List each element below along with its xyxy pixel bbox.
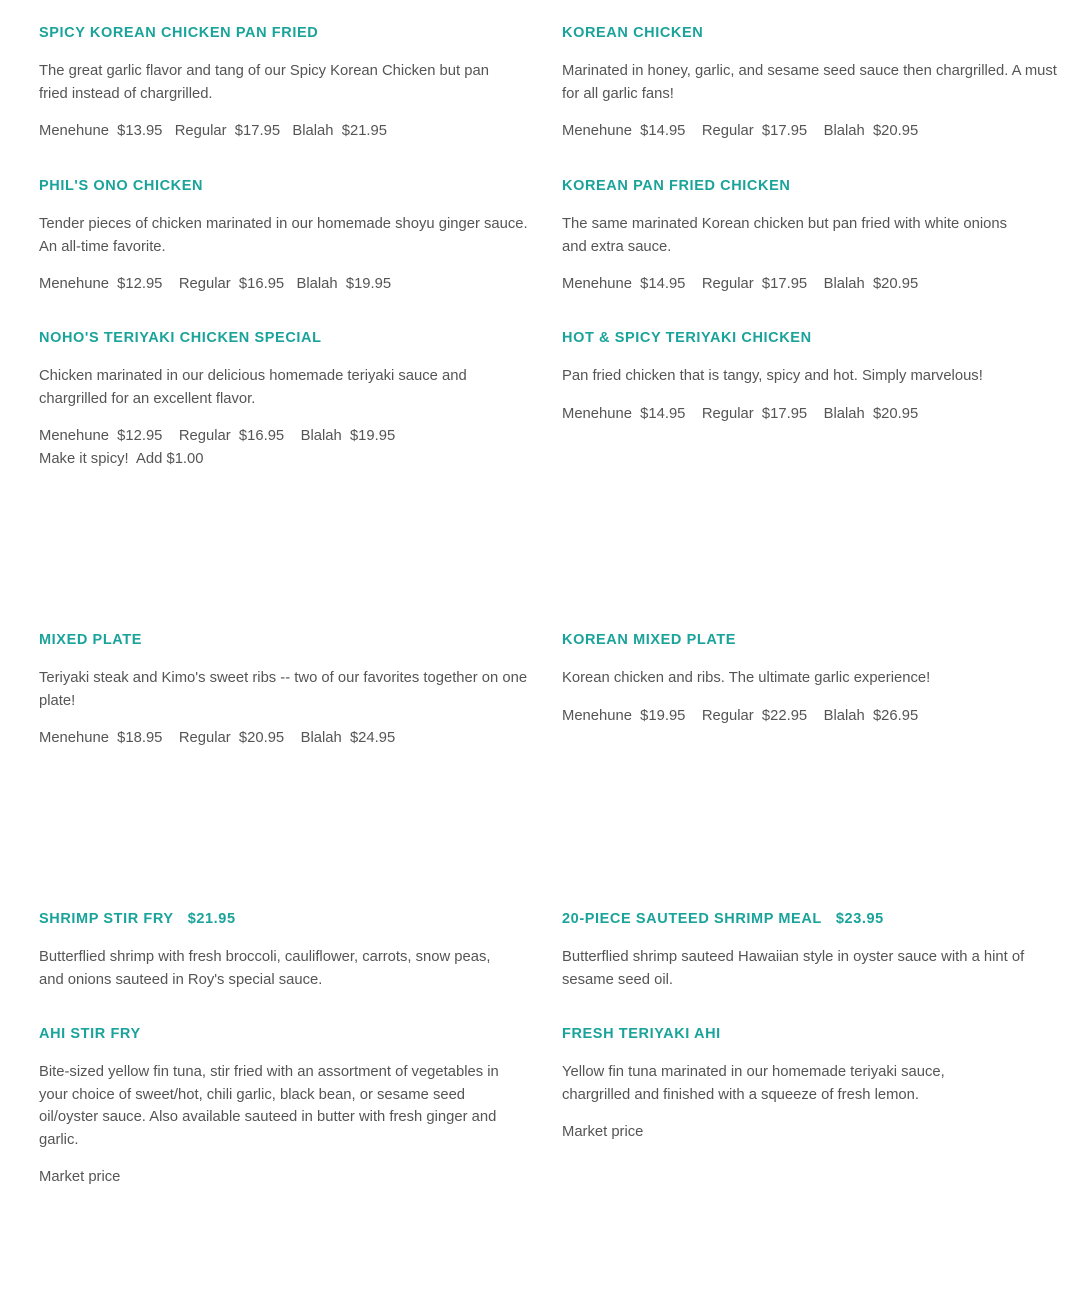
menu-item-mixed-plate — [39, 630, 534, 750]
item-prices: Menehune $19.95 Regular $22.95 Blalah $26.95 — [562, 707, 919, 724]
item-prices: Menehune $14.95 Regular $17.95 Blalah $20.95 — [562, 405, 919, 422]
menu-item-ahi-stir-fry — [39, 1024, 534, 1189]
item-title: MIXED PLATE — [39, 632, 143, 648]
item-title: KOREAN CHICKEN — [562, 25, 704, 41]
menu-item-korean-pan-fried-chicken — [562, 176, 1057, 296]
menu-item-spicy-korean-chicken-pan-fried — [39, 23, 534, 143]
item-prices: Menehune $12.95 Regular $16.95 Blalah $19.95 — [39, 276, 392, 292]
item-title: NOHO'S TERIYAKI CHICKEN SPECIAL — [39, 330, 322, 346]
item-title: PHIL'S ONO CHICKEN — [39, 178, 204, 194]
item-prices: Menehune $12.95 Regular $16.95 Blalah $19.95 — [39, 428, 396, 444]
item-description: Chicken marinated in our delicious homemade teriyaki sauce and chargrilled for an excellent flavor. — [39, 368, 467, 407]
item-title: FRESH TERIYAKI AHI — [562, 1026, 721, 1042]
item-description: Butterflied shrimp with fresh broccoli, cauliflower, carrots, snow peas, and onions sauteed in Roy's special sauce. — [39, 949, 491, 988]
menu-item-shrimp-stir-fry — [39, 909, 534, 1006]
item-description: Bite-sized yellow fin tuna, stir fried with an assortment of vegetables in your choice of sweet/hot, chili garlic, black bean, or sesame seed oil/oyster sauce. Also available sauteed in butter with fresh ginger and garlic. — [39, 1064, 499, 1148]
item-description: The same marinated Korean chicken but pan fried with white onions and extra sauce. — [562, 216, 1007, 255]
menu-item-hot-spicy-teriyaki-chicken — [562, 328, 1062, 425]
item-title: SHRIMP STIR FRY — [39, 911, 174, 927]
item-description: The great garlic flavor and tang of our Spicy Korean Chicken but pan fried instead of chargrilled. — [39, 63, 489, 102]
item-title: KOREAN MIXED PLATE — [562, 632, 737, 648]
item-title: KOREAN PAN FRIED CHICKEN — [562, 178, 791, 194]
item-description: Yellow fin tuna marinated in our homemade teriyaki sauce, chargrilled and finished with a squeeze of fresh lemon. — [562, 1064, 945, 1103]
item-prices: Menehune $14.95 Regular $17.95 Blalah $20.95 — [562, 276, 919, 292]
menu-item-korean-chicken — [562, 23, 1062, 143]
item-title: 20-PIECE SAUTEED SHRIMP MEAL — [562, 911, 822, 927]
item-title: HOT & SPICY TERIYAKI CHICKEN — [562, 330, 812, 346]
item-description: Marinated in honey, garlic, and sesame seed sauce then chargrilled. A must for all garlic fans! — [562, 63, 1057, 102]
item-note: Make it spicy! Add $1.00 — [39, 450, 204, 467]
item-prices: Menehune $14.95 Regular $17.95 Blalah $20.95 — [562, 123, 919, 139]
menu-item-korean-mixed-plate — [562, 630, 1057, 727]
item-description: Butterflied shrimp sauteed Hawaiian style in oyster sauce with a hint of sesame seed oil. — [562, 949, 1025, 988]
item-description: Pan fried chicken that is tangy, spicy and hot. Simply marvelous! — [562, 368, 983, 384]
menu-item-nohos-teriyaki-chicken-special — [39, 328, 534, 470]
item-prices: Market price — [562, 1124, 644, 1140]
item-title: AHI STIR FRY — [39, 1026, 141, 1042]
item-title-price: $23.95 — [835, 911, 884, 927]
item-prices: Menehune $18.95 Regular $20.95 Blalah $24.95 — [39, 730, 396, 746]
item-title-row — [562, 909, 1057, 929]
item-title-price: $21.95 — [187, 911, 236, 927]
menu-item-fresh-teriyaki-ahi — [562, 1024, 1057, 1144]
item-title: SPICY KOREAN CHICKEN PAN FRIED — [39, 25, 319, 41]
item-prices: Market price — [39, 1169, 121, 1185]
item-prices: Menehune $13.95 Regular $17.95 Blalah $21.95 — [39, 123, 387, 139]
item-description: Teriyaki steak and Kimo's sweet ribs -- two of our favorites together on one plate! — [39, 670, 528, 709]
item-title-row — [39, 909, 534, 929]
item-description: Tender pieces of chicken marinated in our homemade shoyu ginger sauce. An all-time favorite. — [39, 216, 528, 255]
menu-item-phils-ono-chicken — [39, 176, 534, 296]
menu-item-20-piece-sauteed-shrimp-meal — [562, 909, 1057, 1006]
item-description: Korean chicken and ribs. The ultimate garlic experience! — [562, 670, 931, 686]
